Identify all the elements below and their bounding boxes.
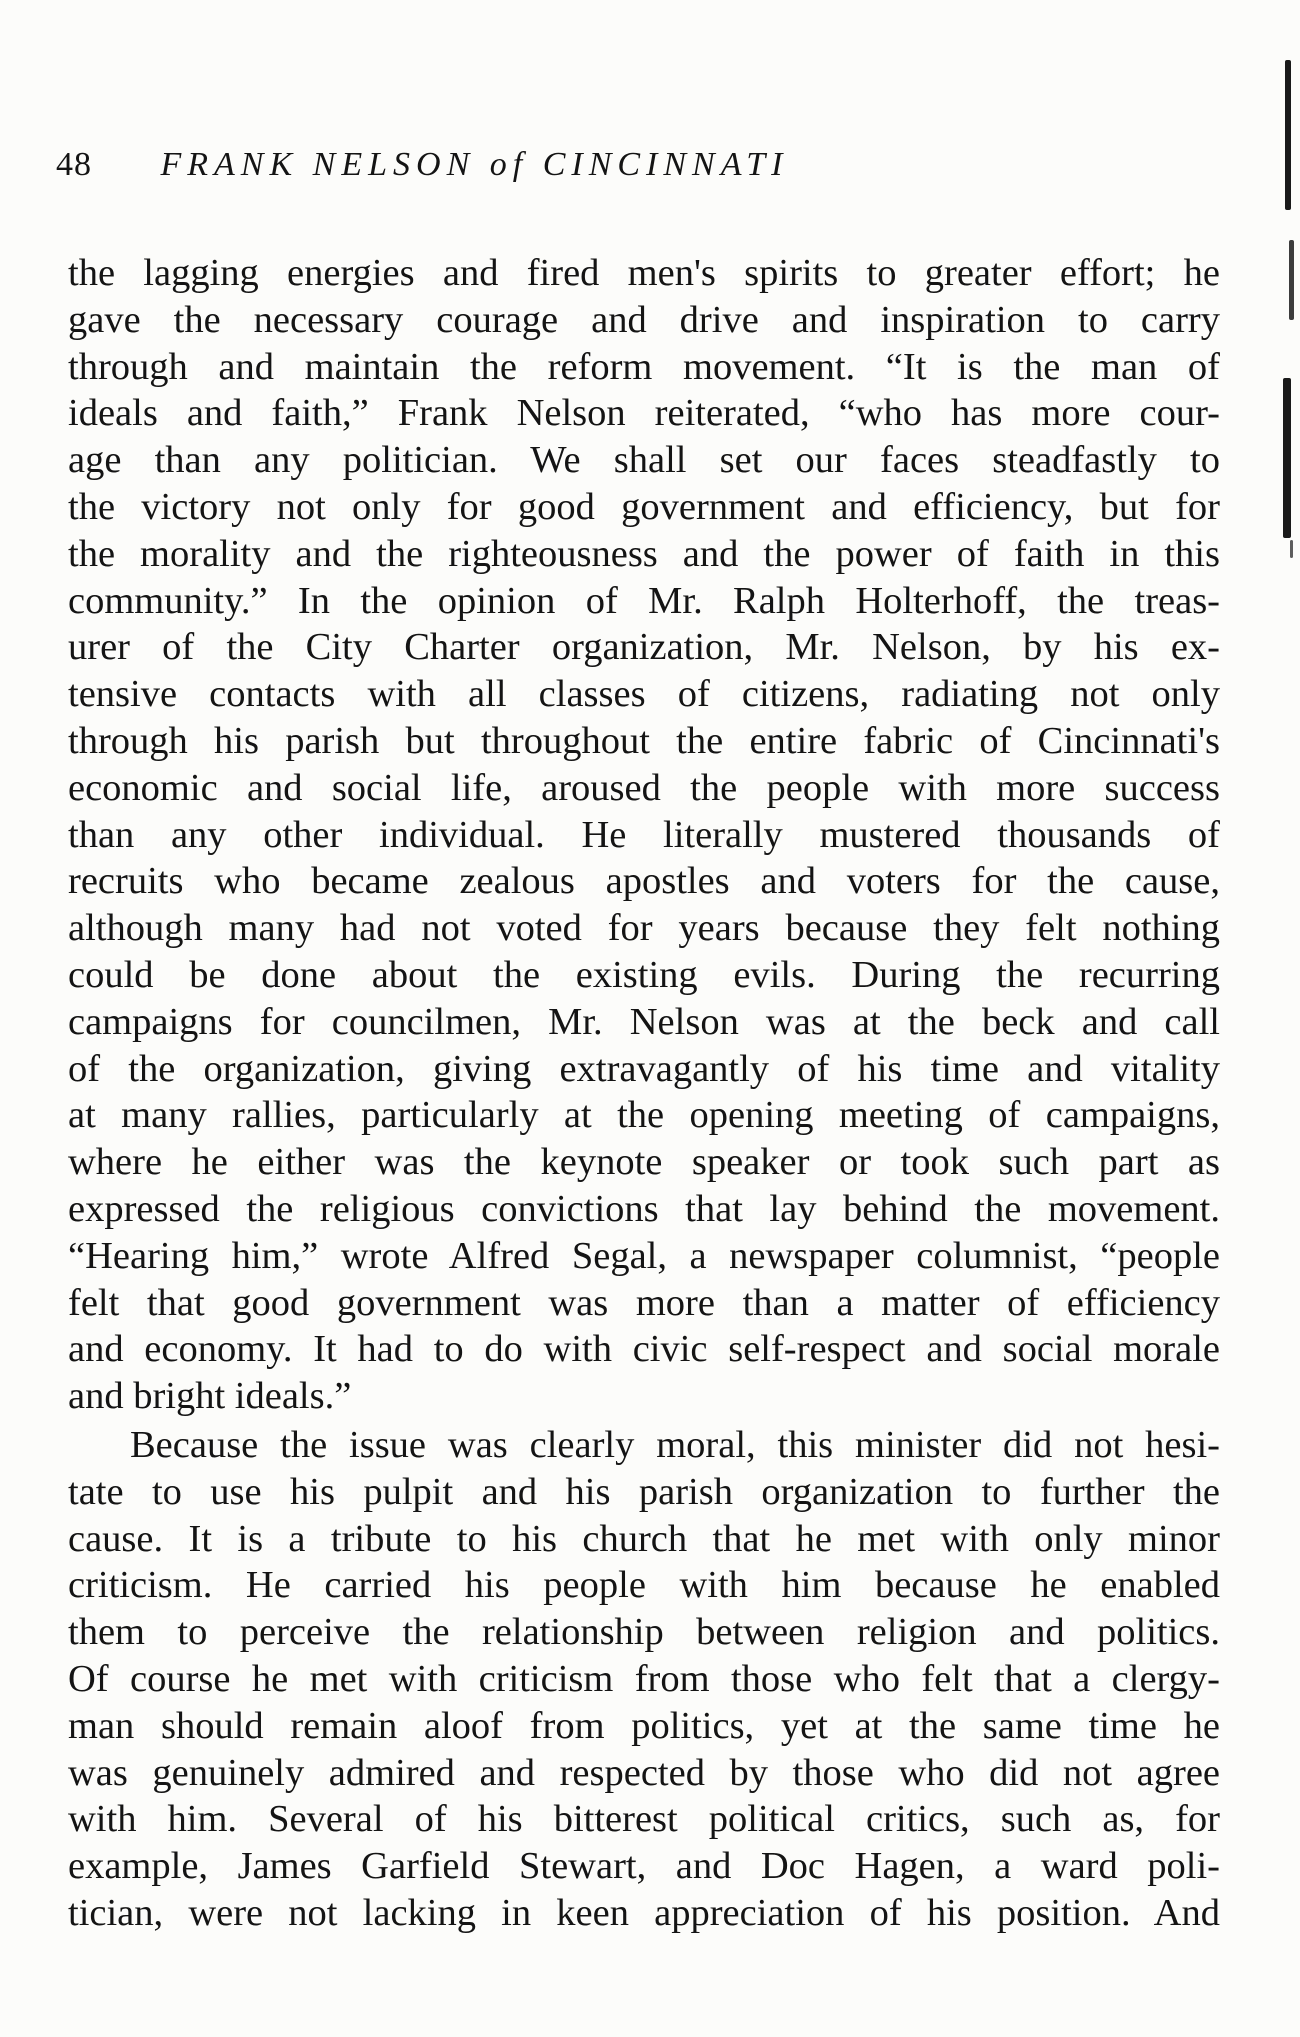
- text-line: community.” In the opinion of Mr. Ralph Holterhoff, the treas-: [68, 579, 1220, 622]
- text-line: tician, were not lacking in keen appreciation of his position. And: [68, 1891, 1220, 1934]
- text-line: and economy. It had to do with civic self-respect and social morale: [68, 1328, 1220, 1371]
- text-line: the lagging energies and fired men's spirits to greater effort; he: [68, 252, 1220, 294]
- text-line: with him. Several of his bitterest political critics, such as, for: [68, 1798, 1220, 1841]
- text-line: recruits who became zealous apostles and voters for the cause,: [68, 860, 1220, 903]
- text-line: “Hearing him,” wrote Alfred Segal, a newspaper columnist, “people: [68, 1234, 1220, 1277]
- text-line: than any other individual. He literally mustered thousands of: [68, 813, 1220, 856]
- scan-edge-mark: [1290, 540, 1293, 558]
- text-line: tate to use his pulpit and his parish organization to further the: [68, 1470, 1220, 1513]
- text-line: gave the necessary courage and drive and inspiration to carry: [68, 298, 1220, 341]
- running-head: [56, 135, 1236, 195]
- page-number: 48: [56, 146, 92, 183]
- text-line: cause. It is a tribute to his church that he met with only minor: [68, 1517, 1220, 1560]
- text-line: Of course he met with criticism from those who felt that a clergy-: [68, 1657, 1220, 1700]
- text-line: and bright ideals.”: [68, 1375, 352, 1418]
- text-line: although many had not voted for years because they felt nothing: [68, 907, 1220, 950]
- scan-edge-mark: [1285, 60, 1291, 210]
- text-line: of the organization, giving extravagantly of his time and vitality: [68, 1047, 1220, 1090]
- running-title: FRANK NELSON of CINCINNATI: [160, 146, 789, 183]
- text-line: the victory not only for good government and efficiency, but for: [68, 485, 1220, 528]
- text-line: was genuinely admired and respected by those who did not agree: [68, 1751, 1220, 1794]
- text-line: Because the issue was clearly moral, this minister did not hesi-: [130, 1423, 1220, 1466]
- text-line: through and maintain the reform movement. “It is the man of: [68, 345, 1220, 388]
- text-line: at many rallies, particularly at the opening meeting of campaigns,: [68, 1094, 1220, 1137]
- text-line: ideals and faith,” Frank Nelson reiterated, “who has more cour-: [68, 392, 1220, 435]
- text-line: age than any politician. We shall set our faces steadfastly to: [68, 439, 1220, 482]
- text-line: through his parish but throughout the entire fabric of Cincinnati's: [68, 719, 1220, 762]
- body-text: [68, 250, 1220, 1937]
- text-line: campaigns for councilmen, Mr. Nelson was at the beck and call: [68, 1000, 1220, 1043]
- text-line: man should remain aloof from politics, yet at the same time he: [68, 1704, 1220, 1747]
- text-line: felt that good government was more than a matter of efficiency: [68, 1281, 1220, 1324]
- text-line: example, James Garfield Stewart, and Doc Hagen, a ward poli-: [68, 1845, 1220, 1888]
- text-line: urer of the City Charter organization, Mr. Nelson, by his ex-: [68, 626, 1220, 669]
- text-line: tensive contacts with all classes of citizens, radiating not only: [68, 673, 1220, 716]
- text-line: expressed the religious convictions that lay behind the movement.: [68, 1187, 1220, 1230]
- scan-edge-mark: [1289, 240, 1294, 320]
- text-line: criticism. He carried his people with him because he enabled: [68, 1564, 1220, 1607]
- text-line: economic and social life, aroused the people with more success: [68, 766, 1220, 809]
- text-line: the morality and the righteousness and the power of faith in this: [68, 532, 1220, 575]
- text-line: them to perceive the relationship between religion and politics.: [68, 1611, 1220, 1654]
- text-line: could be done about the existing evils. During the recurring: [68, 953, 1220, 996]
- text-line: where he either was the keynote speaker or took such part as: [68, 1141, 1220, 1184]
- scan-edge-mark: [1283, 378, 1291, 538]
